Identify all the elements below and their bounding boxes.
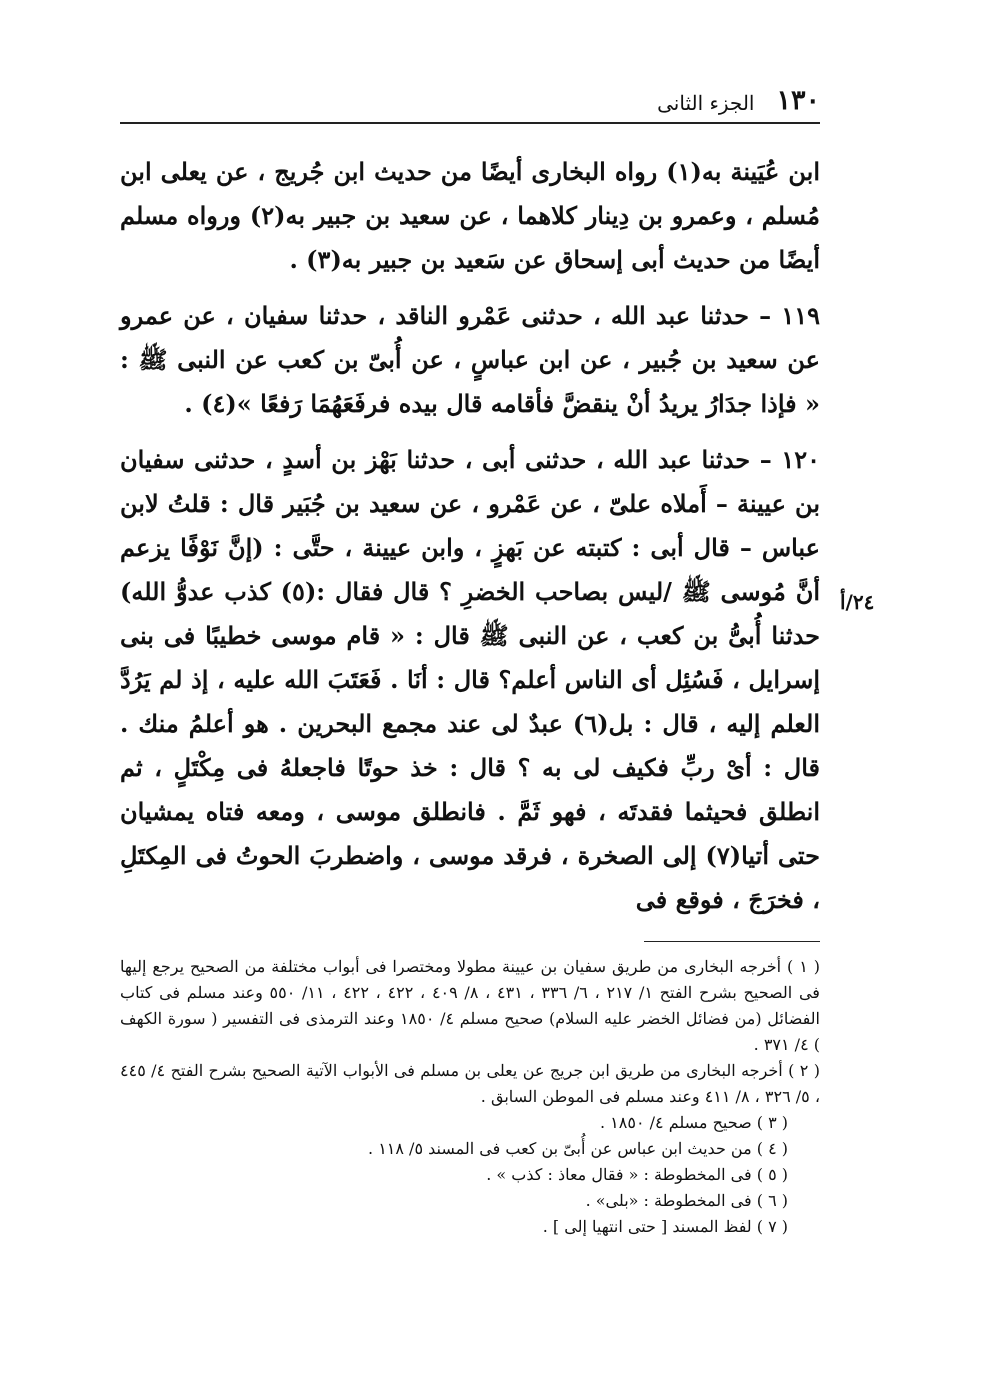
hadith-number: ١٢٠ — [781, 445, 821, 474]
main-text — [120, 150, 820, 934]
hadith-119 — [120, 294, 820, 426]
hadith-120 — [120, 438, 820, 922]
footnote-7: ( ٧ ) لفظ المسند [ حتى انتهيا إلى ] . — [542, 1217, 788, 1236]
hadith-number: ١١٩ — [781, 301, 821, 330]
footnote-5: ( ٥ ) فى المخطوطة : « فقال معاذ : كذب » . — [486, 1165, 788, 1184]
paragraph-text: – حدثنا عبد الله ، حدثنى عَمْرو الناقد ، حدثنا سفيان ، عن عمرو عن سعيد بن جُبير ، عن ابن عباسٍ ، عن أُبىّ بن كعب عن النبى ﷺ : « فإذا جدَارُ يريدُ أنْ ينقضَّ فأقامه قال بيده فرفَعَهُمَا رَفعًا »(٤) . — [120, 301, 820, 418]
header-rule — [120, 122, 820, 124]
footnote-separator — [644, 941, 820, 942]
paragraph-text: ابن عُيَينة به(١) رواه البخارى أيضًا من حديث ابن جُريج ، عن يعلى ابن مُسلم ، وعمرو بن دِينار كلاهما ، عن سعيد بن جبير به(٢) ورواه مسلم أيضًا من حديث أبى إسحاق عن سَعيد بن جبير به(٣) . — [120, 157, 820, 274]
footnote-2: ( ٢ ) أخرجه البخارى من طريق ابن جريج عن يعلى بن مسلم فى الأبواب الآتية الصحيح بشرح الفتح ٤/ ٤٤٥ ، ٥/ ٣٢٦ ، ٨/ ٤١١ وعند مسلم فى الموطن السابق . — [120, 1061, 820, 1106]
footnote-1: ( ١ ) أخرجه البخارى من طريق سفيان بن عيينة مطولا ومختصرا فى أبواب مختلفة من الصحيح يرجع إليها فى الصحيح بشرح الفتح ١/ ٢١٧ ، ٦/ ٣٣٦ ، ٤٣١ ، ٨/ ٤٠٩ ، ٤٢٢ ، ٤٢٢ ، ١١/ ٥٥٠ وعند مسلم فى كتاب الفضائل (من فضائل الخضر عليه السلام) صحيح مسلم ٤/ ١٨٥٠ وعند الترمذى فى التفسير ( سورة الكهف ) ٤/ ٣٧١ . — [120, 957, 821, 1054]
page-number: ١٣٠ — [776, 85, 820, 116]
manuscript-folio-note: ٢٤/أ — [840, 590, 875, 614]
footnote-3: ( ٣ ) صحيح مسلم ٤/ ١٨٥٠ . — [600, 1113, 788, 1132]
page-header — [120, 78, 820, 118]
paragraph-continuation — [120, 150, 820, 282]
footnote-4: ( ٤ ) من حديث ابن عباس عن أُبىّ بن كعب فى المسند ٥/ ١١٨ . — [368, 1139, 788, 1158]
footnotes — [120, 954, 820, 1240]
running-title: الجزء الثانى — [657, 91, 755, 115]
footnote-6: ( ٦ ) فى المخطوطة : «بلى» . — [585, 1191, 788, 1210]
paragraph-text: – حدثنا عبد الله ، حدثنى أبى ، حدثنا بَهْز بن أسدٍ ، حدثنى سفيان بن عيينة – أَملاه علىّ ، عن عَمْرو ، عن سعيد بن جُبَير قال : قلتُ لابن عباس – قال أبى : كتبته عن بَهزٍ ، وابن عيينة ، حتَّى : (إنَّ نَوْفًا يزعم أنَّ مُوسى ﷺ /ليس بصاحب الخضرِ ؟ قال فقال :(٥) كذب عدوُّ الله) حدثنا أُبىُّ بن كعب ، عن النبى ﷺ قال : « قام موسى خطيبًا فى بنى إسرايل ، فَسُئِل أى الناس أعلم؟ قال : أنَا . فَعَتَبَ الله عليه ، إذ لم يَرُدَّ العلم إليه ، قال : بل(٦) عبدٌ لى عند مجمع البحرين . هو أعلمُ منك . قال : أىْ ربِّ فكيف لى به ؟ قال : خذ حوتًا فاجعلهُ فى مِكْتَلٍ ، ثم انطلق فحيثما فقدتَه ، فهو ثَمَّ . فانطلق موسى ، ومعه فتاه يمشيان حتى أتيا(٧) إلى الصخرة ، فرقد موسى ، واضطربَ الحوتُ فى المِكتَلِ ، فخرَجَ ، فوقع فى — [120, 445, 820, 914]
